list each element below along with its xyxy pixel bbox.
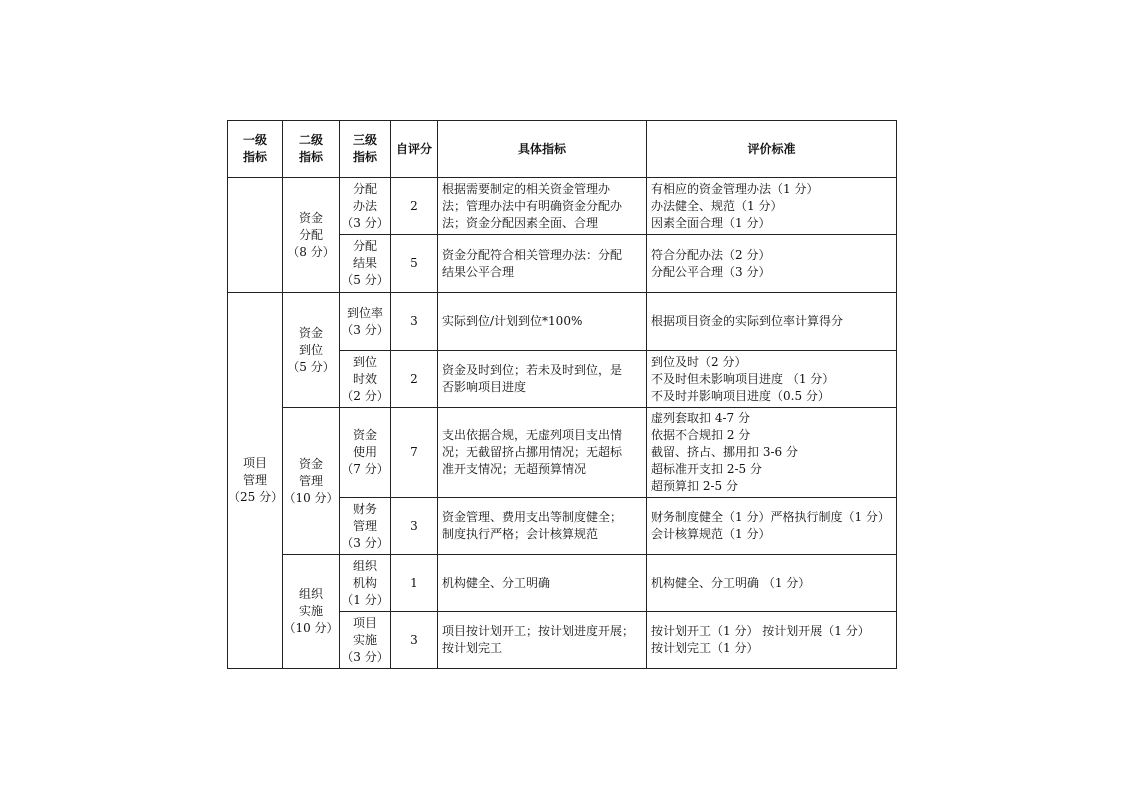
level1-empty-cell: [228, 178, 283, 293]
specific-indicator-cell: 机构健全、分工明确: [438, 555, 647, 612]
specific-indicator-cell: 根据需要制定的相关资金管理办 法；管理办法中有明确资金分配办 法；资金分配因素全面、合理: [438, 178, 647, 235]
evaluation-standard-cell: 符合分配办法（2 分） 分配公平合理（3 分）: [647, 235, 897, 293]
header-level1: 一级 指标: [228, 121, 283, 178]
evaluation-standard-cell: 虚列套取扣 4-7 分 依据不合规扣 2 分 截留、挤占、挪用扣 3-6 分 超标准开支扣 2-5 分 超预算扣 2-5 分: [647, 408, 897, 498]
level3-cell: 组织 机构 （1 分）: [340, 555, 391, 612]
level2-funds-management: 资金 管理 （10 分）: [283, 408, 340, 555]
level3-cell: 分配 结果 （5 分）: [340, 235, 391, 293]
specific-indicator-cell: 资金分配符合相关管理办法：分配 结果公平合理: [438, 235, 647, 293]
level3-cell: 到位 时效 （2 分）: [340, 351, 391, 408]
self-score-cell: 2: [391, 178, 438, 235]
specific-indicator-cell: 项目按计划开工；按计划进度开展； 按计划完工: [438, 612, 647, 669]
specific-indicator-cell: 实际到位/计划到位*100%: [438, 293, 647, 351]
level3-cell: 分配 办法 （3 分）: [340, 178, 391, 235]
evaluation-table: [227, 120, 897, 669]
table-row: [228, 555, 897, 612]
header-row: [228, 121, 897, 178]
self-score-cell: 3: [391, 612, 438, 669]
evaluation-standard-cell: 财务制度健全（1 分）严格执行制度（1 分） 会计核算规范（1 分）: [647, 498, 897, 555]
header-level2: 二级 指标: [283, 121, 340, 178]
self-score-cell: 1: [391, 555, 438, 612]
self-score-cell: 3: [391, 498, 438, 555]
self-score-cell: 5: [391, 235, 438, 293]
level3-cell: 资金 使用 （7 分）: [340, 408, 391, 498]
level3-cell: 到位率 （3 分）: [340, 293, 391, 351]
evaluation-standard-cell: 有相应的资金管理办法（1 分） 办法健全、规范（1 分） 因素全面合理（1 分）: [647, 178, 897, 235]
evaluation-standard-cell: 根据项目资金的实际到位率计算得分: [647, 293, 897, 351]
specific-indicator-cell: 资金管理、费用支出等制度健全； 制度执行严格；会计核算规范: [438, 498, 647, 555]
table-row: [228, 178, 897, 235]
header-level3: 三级 指标: [340, 121, 391, 178]
evaluation-standard-cell: 机构健全、分工明确 （1 分）: [647, 555, 897, 612]
self-score-cell: 3: [391, 293, 438, 351]
self-score-cell: 2: [391, 351, 438, 408]
level1-project-management: 项目 管理 （25 分）: [228, 293, 283, 669]
header-evaluation-standard: 评价标准: [647, 121, 897, 178]
level3-cell: 财务 管理 （3 分）: [340, 498, 391, 555]
level2-funds-arrival: 资金 到位 （5 分）: [283, 293, 340, 408]
level2-funds-allocation: 资金 分配 （8 分）: [283, 178, 340, 293]
specific-indicator-cell: 资金及时到位；若未及时到位，是 否影响项目进度: [438, 351, 647, 408]
table-row: [228, 408, 897, 498]
evaluation-standard-cell: 按计划开工（1 分） 按计划开展（1 分） 按计划完工（1 分）: [647, 612, 897, 669]
level3-cell: 项目 实施 （3 分）: [340, 612, 391, 669]
table-row: [228, 293, 897, 351]
header-specific-indicator: 具体指标: [438, 121, 647, 178]
header-self-score: 自评分: [391, 121, 438, 178]
evaluation-standard-cell: 到位及时（2 分） 不及时但未影响项目进度 （1 分） 不及时并影响项目进度（0.5 分）: [647, 351, 897, 408]
level2-organization-implementation: 组织 实施 （10 分）: [283, 555, 340, 669]
self-score-cell: 7: [391, 408, 438, 498]
specific-indicator-cell: 支出依据合规，无虚列项目支出情 况；无截留挤占挪用情况；无超标 准开支情况；无超预算情况: [438, 408, 647, 498]
